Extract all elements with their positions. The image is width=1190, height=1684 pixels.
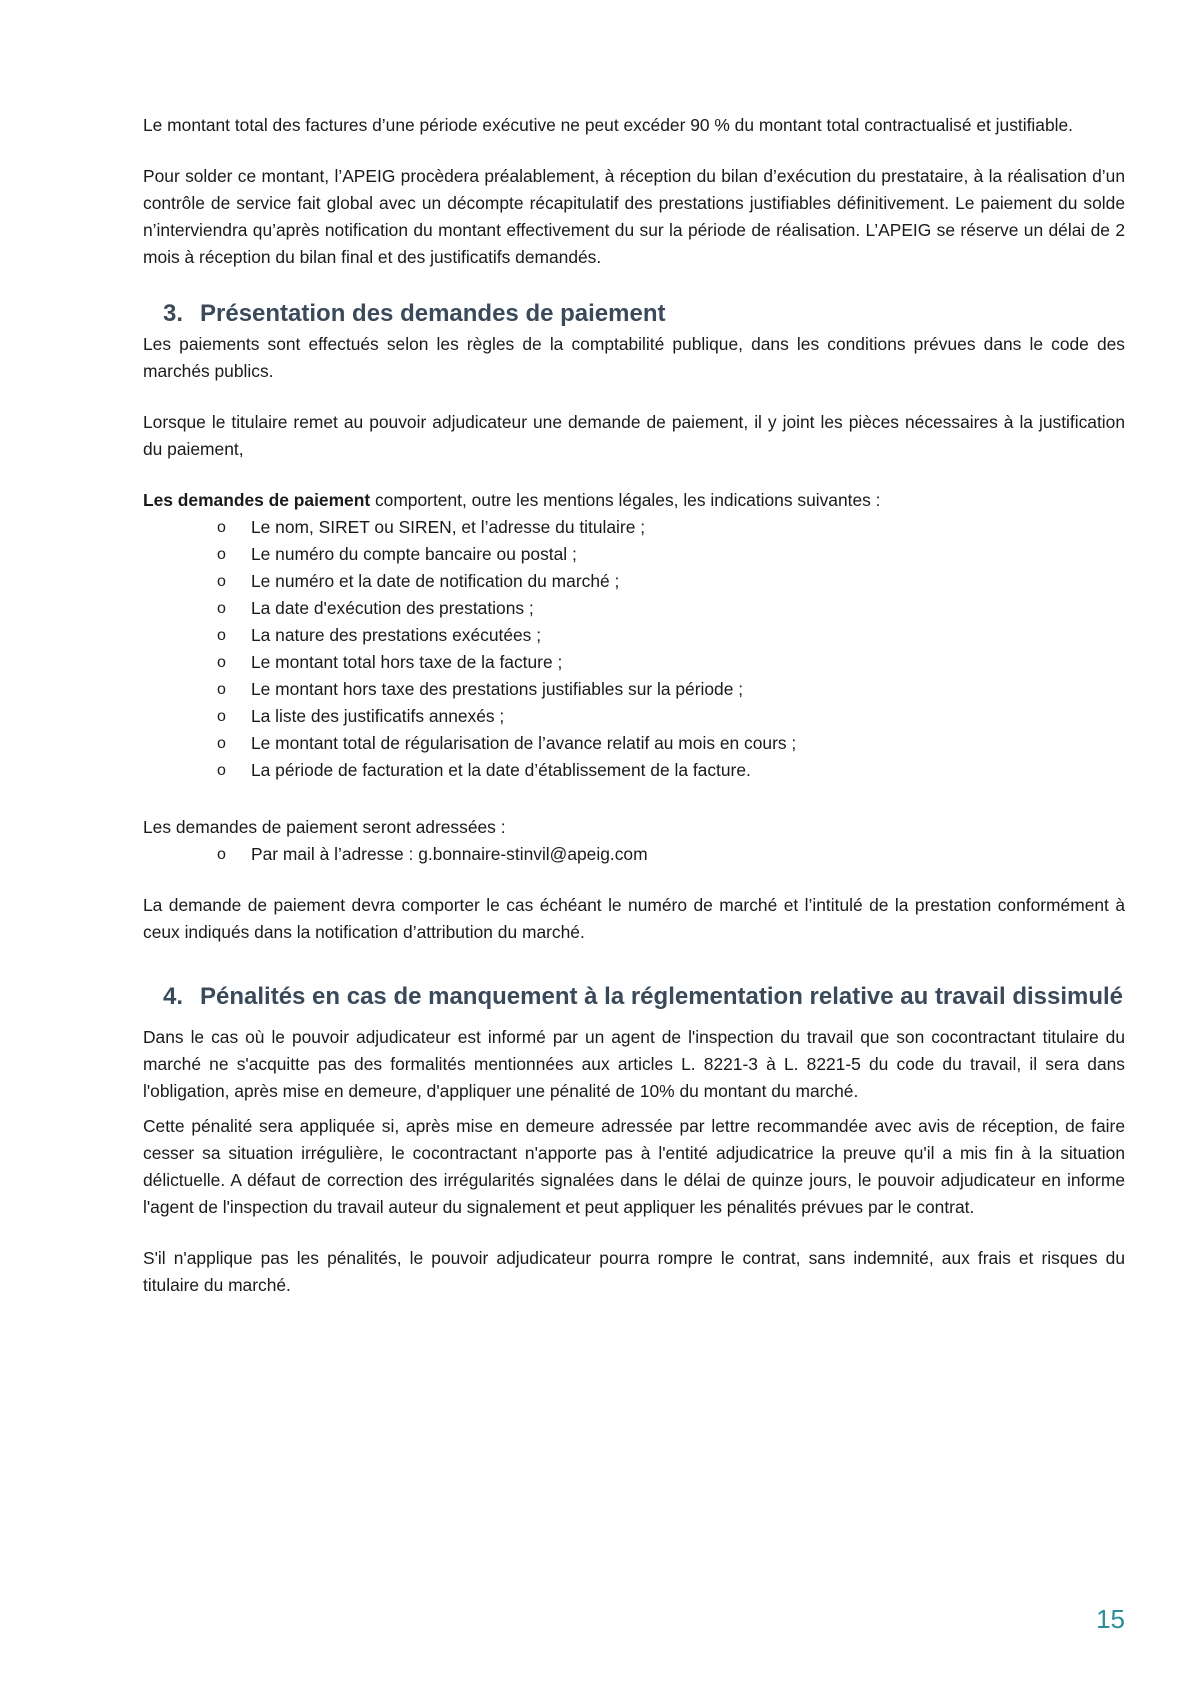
section-title: Présentation des demandes de paiement	[200, 300, 666, 327]
paragraph-balance-settlement: Pour solder ce montant, l’APEIG procèdera préalablement, à réception du bilan d’exécution du prestataire, à la réalisation d’un contrôle de service fait global avec un décompte récapitulatif des prestations justifiables définitivement. Le paiement du solde n’interviendra qu’après notification du montant effectivement du sur la période de réalisation. L’APEIG se réserve un délai de 2 mois à réception du bilan final et des justificatifs demandés.	[143, 166, 1125, 267]
list-item: o Le nom, SIRET ou SIREN, et l’adresse du titulaire ;	[143, 514, 1125, 541]
list-item: o Le montant hors taxe des prestations justifiables sur la période ;	[143, 676, 1125, 703]
bullet-icon: o	[217, 600, 226, 617]
list-item: o La liste des justificatifs annexés ;	[143, 703, 1125, 730]
bullet-icon: o	[217, 627, 226, 644]
bullet-icon: o	[217, 735, 226, 752]
section-number: 4.	[163, 983, 184, 1010]
bullet-icon: o	[217, 681, 226, 698]
section-heading-3	[143, 297, 1125, 331]
list-item	[143, 841, 1125, 868]
bullet-icon: o	[217, 573, 226, 590]
bullet-icon: o	[217, 762, 226, 779]
paragraph-payment-request: Lorsque le titulaire remet au pouvoir adjudicateur une demande de paiement, il y joint les pièces nécessaires à la justification du paiement,	[143, 412, 1125, 459]
intro-rest: comportent, outre les mentions légales, les indications suivantes :	[370, 490, 881, 510]
paragraph-market-number: La demande de paiement devra comporter le cas échéant le numéro de marché et l’intitulé de la prestation conformément à ceux indiqués dans la notification d’attribution du marché.	[143, 895, 1125, 942]
bullet-icon: o	[217, 519, 226, 536]
list-item: o La période de facturation et la date d’établissement de la facture.	[143, 757, 1125, 784]
bullet-icon: o	[217, 654, 226, 671]
list-item: o Le montant total de régularisation de l’avance relatif au mois en cours ;	[143, 730, 1125, 757]
bullet-icon: o	[217, 846, 226, 863]
paragraph-request-contents	[143, 487, 1125, 514]
list-item: o La date d'exécution des prestations ;	[143, 595, 1125, 622]
paragraph-invoice-limit: Le montant total des factures d’une période exécutive ne peut excéder 90 % du montant total contractualisé et justifiable.	[143, 115, 1074, 135]
paragraph-penalty-application: Cette pénalité sera appliquée si, après mise en demeure adressée par lettre recommandée avec avis de réception, de faire cesser sa situation irrégulière, le cocontractant n'apporte pas à l'entité adjudicatrice la preuve qu'il a mis fin à la situation délictuelle. A défaut de correction des irrégularités signalées dans le délai de quinze jours, le pouvoir adjudicateur en informe l'agent de l'inspection du travail auteur du signalement et peut appliquer les pénalités prévues par le contrat.	[143, 1116, 1125, 1217]
paragraph-labor-inspection: Dans le cas où le pouvoir adjudicateur est informé par un agent de l'inspection du travail que son cocontractant titulaire du marché ne s'acquitte pas des formalités mentionnées aux articles L. 8221-3 à L. 8221-5 du code du travail, il sera dans l'obligation, après mise en demeure, d'appliquer une pénalité de 10% du montant du marché.	[143, 1027, 1125, 1101]
list-item: o Le montant total hors taxe de la facture ;	[143, 649, 1125, 676]
list-item: o La nature des prestations exécutées ;	[143, 622, 1125, 649]
address-list	[143, 841, 1125, 868]
bold-term: Les demandes de paiement	[143, 490, 371, 510]
paragraph-address-intro: Les demandes de paiement seront adressées :	[143, 817, 506, 837]
email-address: Par mail à l’adresse : g.bonnaire-stinvil@apeig.com	[251, 844, 648, 864]
paragraph-payment-rules: Les paiements sont effectués selon les règles de la comptabilité publique, dans les conditions prévues dans le code des marchés publics.	[143, 334, 1125, 381]
required-info-list	[143, 514, 1125, 784]
document-page	[143, 112, 1125, 1299]
list-item: o Le numéro et la date de notification du marché ;	[143, 568, 1125, 595]
section-title: Pénalités en cas de manquement à la réglementation relative au travail dissimulé	[200, 983, 1124, 1010]
section-heading-4	[143, 980, 1125, 1014]
bullet-icon: o	[217, 708, 226, 725]
list-item: o Le numéro du compte bancaire ou postal ;	[143, 541, 1125, 568]
section-number: 3.	[163, 300, 184, 327]
bullet-icon: o	[217, 546, 226, 563]
paragraph-contract-termination: S'il n'applique pas les pénalités, le pouvoir adjudicateur pourra rompre le contrat, sans indemnité, aux frais et risques du titulaire du marché.	[143, 1248, 1125, 1295]
page-number: 15	[1096, 1604, 1125, 1634]
